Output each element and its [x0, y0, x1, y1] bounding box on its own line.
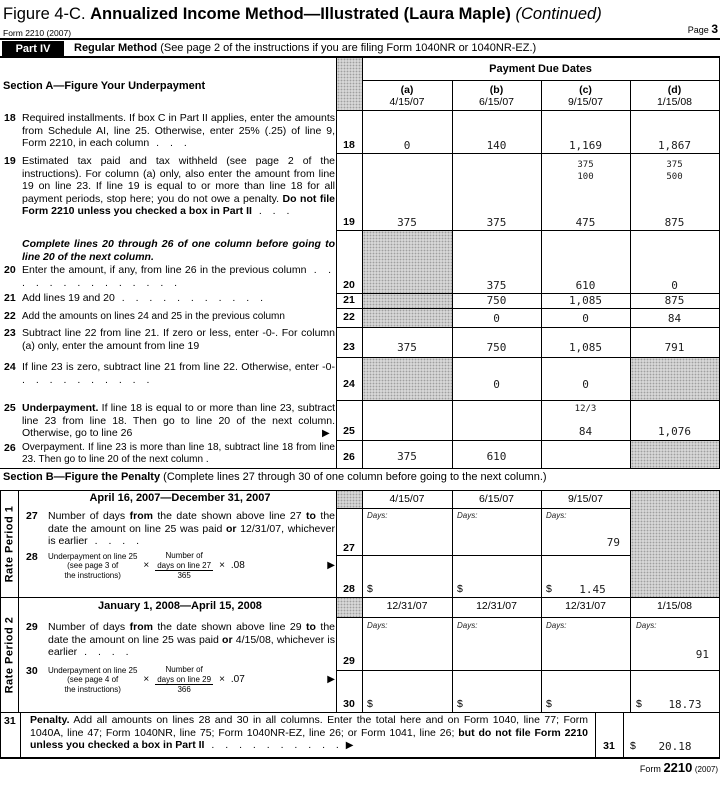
line-24-text: If line 23 is zero, subtract line 21 from line 22. Otherwise, enter -0-	[22, 361, 335, 373]
grid-line	[20, 712, 21, 758]
grid-line	[0, 712, 1, 758]
cell-19c-value: 475	[575, 216, 596, 229]
cell-22c-value: 0	[582, 312, 589, 325]
rate-period-1-label: Rate Period 1	[3, 505, 15, 582]
line-18-text: Required installments. If box C in Part II applies, enter the amounts from Schedule AI, line 25. Otherwise, enter 25% (.25) of line 9, Form 2210, in each column	[22, 112, 335, 150]
rate-value: .07	[230, 674, 245, 686]
line-21-description	[22, 292, 335, 305]
line-31-number: 31	[4, 715, 16, 727]
cell-26a-value: 375	[397, 450, 417, 463]
line-23-number: 23	[4, 327, 16, 339]
days-label: Days:	[457, 621, 478, 630]
days-label: Days:	[367, 621, 388, 630]
dot-leader: . . . . . . . . . . .	[114, 292, 268, 304]
cell-19b-value: 375	[486, 216, 507, 229]
grid-line	[0, 38, 720, 40]
days-label: Days:	[546, 511, 567, 520]
grid-line	[336, 490, 337, 712]
grid-line	[0, 468, 720, 469]
grid-line-number-27: 27	[343, 542, 355, 554]
cell-18c-value: 1,169	[568, 139, 603, 152]
grid-line	[336, 555, 630, 556]
grid-line	[336, 110, 720, 111]
page-indicator	[640, 23, 718, 37]
line-28-number: 28	[26, 551, 38, 563]
grid-line	[336, 440, 720, 441]
grid-line	[336, 508, 630, 509]
days-label: Days:	[457, 511, 478, 520]
grid-line-number-31: 31	[603, 740, 615, 752]
line-25-description	[22, 402, 335, 440]
grid-line	[336, 230, 720, 231]
p2-date-c: 12/31/07	[565, 600, 606, 612]
line-29-number: 29	[26, 621, 38, 633]
grid-line	[0, 490, 720, 491]
part-iv-heading	[74, 42, 536, 55]
col-c-date: 9/15/07	[567, 96, 604, 108]
line-26-description: Overpayment. If line 23 is more than line 18, subtract line 18 from line 23. Then go to line 20 of the next column .	[22, 442, 335, 465]
page-number: 3	[711, 22, 718, 36]
line-24-description	[22, 361, 335, 386]
line-19-description	[22, 155, 335, 218]
cell-30d-value: 18.73	[668, 698, 702, 711]
cell-22d-value: 84	[667, 312, 682, 325]
line-18-number: 18	[4, 112, 16, 124]
underpayment-stack: Underpayment on line 25 (see page 4 of the instructions)	[48, 665, 138, 694]
p2-date-d: 1/15/08	[656, 600, 693, 612]
dot-leader: . . . .	[77, 646, 133, 659]
p1-date-a: 4/15/07	[389, 493, 425, 505]
cell-20d-value: 0	[671, 279, 678, 292]
figure-label: Figure 4-C.	[3, 5, 86, 23]
grid-line-number-29: 29	[343, 655, 355, 667]
line-23-description: Subtract line 22 from line 21. If zero or less, enter -0-. For column (a) only, enter the amount from line 19	[22, 327, 335, 352]
line-18-description	[22, 112, 335, 150]
dot-leader: . . . .	[87, 535, 144, 548]
days-fraction: Number of days on line 27 365	[157, 551, 212, 580]
grid-line-number-23: 23	[343, 341, 355, 353]
line-19-number: 19	[4, 155, 16, 167]
right-arrow-icon: ▶	[327, 560, 335, 572]
form-id: Form 2210 (2007)	[3, 28, 72, 38]
shaded-cell	[363, 358, 452, 400]
grid-line	[0, 757, 720, 759]
payment-due-dates-label: Payment Due Dates	[489, 63, 592, 75]
cell-21b-value: 750	[486, 294, 507, 307]
cell-23a-value: 375	[397, 341, 417, 354]
cell-27c-value: 79	[606, 536, 620, 549]
days-label: Days:	[546, 621, 567, 630]
multiply-icon: ×	[219, 560, 225, 572]
grid-line	[336, 357, 720, 358]
p2-date-a: 12/31/07	[386, 600, 428, 612]
grid-line	[623, 712, 624, 758]
dollar-sign: $	[367, 583, 373, 595]
grid-line-number-20: 20	[343, 279, 355, 291]
underpayment-stack: Underpayment on line 25 (see page 3 of the instructions)	[48, 551, 138, 580]
period-1-date-range: April 16, 2007—December 31, 2007	[89, 492, 271, 504]
cell-19c-note1: 375	[577, 160, 594, 170]
col-d-date: 1/15/08	[656, 96, 693, 108]
dot-leader: . . . . . . . . . .	[204, 739, 343, 752]
grid-line-number-24: 24	[343, 378, 355, 390]
dollar-sign: $	[457, 583, 463, 595]
cell-29d-value: 91	[695, 648, 709, 661]
cell-21c-value: 1,085	[568, 294, 603, 307]
cell-19c-note2: 100	[577, 172, 594, 182]
col-a-date: 4/15/07	[389, 96, 425, 108]
grid-line	[362, 57, 363, 468]
cell-31-value: 20.18	[658, 740, 692, 753]
line-30-number: 30	[26, 665, 38, 677]
grid-line-number-28: 28	[343, 583, 355, 595]
line-20-description	[22, 264, 335, 289]
cell-20b-value: 375	[486, 279, 507, 292]
footer-form-id	[560, 762, 718, 777]
shaded-cell	[631, 358, 719, 400]
cell-23b-value: 750	[486, 341, 507, 354]
grid-line-number-25: 25	[343, 425, 355, 437]
grid-line	[336, 153, 720, 154]
grid-line	[336, 327, 720, 328]
grid-line	[336, 400, 720, 401]
line-24-number: 24	[4, 361, 16, 373]
grid-line-number-30: 30	[343, 698, 355, 710]
cell-19d-note1: 375	[666, 160, 683, 170]
line-25-text: If line 18 is equal to or more than line 23, subtract line 23 from line 18. Then go to line 20 of the next column. Otherwise, go to line 26	[22, 402, 335, 440]
col-c-letter: (c)	[579, 84, 592, 96]
cell-21d-value: 875	[664, 294, 685, 307]
line-21-text: Add lines 19 and 20	[22, 292, 115, 304]
continued-label: (Continued)	[515, 5, 602, 23]
dollar-sign: $	[367, 698, 373, 710]
column-header-b	[453, 84, 540, 108]
days-label: Days:	[636, 621, 657, 630]
cell-23c-value: 1,085	[568, 341, 603, 354]
p2-date-b: 12/31/07	[476, 600, 517, 612]
section-a-title: Section A—Figure Your Underpayment	[3, 80, 206, 92]
grid-line	[0, 712, 720, 713]
part-iv-subtitle: (See page 2 of the instructions if you are filing Form 1040NR or 1040NR-EZ.)	[160, 42, 537, 54]
grid-line	[336, 670, 720, 671]
period-2-date-range: January 1, 2008—April 15, 2008	[98, 600, 262, 612]
grid-line	[336, 308, 720, 309]
rate-period-2-label: Rate Period 2	[3, 616, 15, 693]
cell-23d-value: 791	[664, 341, 685, 354]
shaded-cell	[337, 490, 362, 508]
grid-line-number-21: 21	[343, 294, 355, 306]
line-20-number: 20	[4, 264, 16, 276]
grid-line-number-26: 26	[343, 451, 355, 463]
grid-line	[336, 57, 337, 468]
dollar-sign: $	[546, 583, 552, 595]
grid-line	[719, 712, 720, 758]
grid-line	[18, 490, 19, 712]
grid-line-number-18: 18	[343, 139, 355, 151]
column-header-d	[631, 84, 718, 108]
line-20-text: Enter the amount, if any, from line 26 in the previous column	[22, 264, 307, 276]
dot-leader: . . . . . . . . . . . . . .	[22, 264, 335, 289]
grid-line-number-22: 22	[343, 311, 355, 323]
multiply-icon: ×	[143, 560, 150, 572]
rate-value: .08	[230, 560, 245, 572]
line-29-description: Number of days from the date shown above line 29 to the date the amount on line 25 was paid or 4/15/08, whichever is earlier . . . .	[48, 621, 336, 659]
grid-line	[336, 617, 720, 618]
complete-lines-note: Complete lines 20 through 26 of one column before going to line 20 of the next column.	[22, 238, 335, 263]
line-25-number: 25	[4, 402, 16, 414]
multiply-icon: ×	[219, 674, 225, 686]
right-arrow-icon: ▶	[345, 740, 354, 752]
footer-form-label: Form	[639, 764, 661, 774]
cell-19d-note2: 500	[666, 172, 683, 182]
cell-25d-value: 1,076	[657, 425, 692, 438]
page-title	[3, 4, 602, 24]
cell-24c-value: 0	[582, 378, 589, 391]
page-label: Page	[687, 25, 709, 35]
line-19-text: Estimated tax paid and tax withheld (see page 2 of the instructions). For column (a) only, also enter the amount from line 19 on line 23. If line 19 is equal to or more than line 18 for all payment periods, stop here; you do not owe a penalty.	[22, 155, 335, 205]
cell-26b-value: 610	[486, 450, 507, 463]
right-arrow-icon: ▶	[322, 428, 330, 439]
cell-18a-value: 0	[403, 139, 411, 152]
part-iv-title: Regular Method	[74, 42, 158, 54]
dot-leader: . . .	[251, 205, 294, 218]
shaded-cell	[337, 597, 362, 617]
days-label: Days:	[367, 511, 388, 520]
cell-18d-value: 1,867	[657, 139, 692, 152]
col-a-letter: (a)	[400, 84, 414, 96]
col-b-date: 6/15/07	[478, 96, 515, 108]
line-27-description: Number of days from the date shown above line 27 to the date the amount on line 25 was paid or 12/31/07, whichever is earlier . . . .	[48, 510, 336, 548]
p1-date-b: 6/15/07	[478, 493, 515, 505]
figure-title: Annualized Income Method—Illustrated (Laura Maple)	[90, 5, 511, 23]
grid-line-number-19: 19	[343, 216, 355, 228]
line-30-formula	[48, 665, 335, 695]
col-b-letter: (b)	[489, 84, 504, 96]
p1-date-c: 9/15/07	[567, 493, 604, 505]
column-header-a	[363, 84, 451, 108]
grid-line	[362, 80, 720, 81]
line-21-number: 21	[4, 292, 16, 304]
days-fraction: Number of days on line 29 366	[157, 665, 212, 694]
cell-20c-value: 610	[575, 279, 596, 292]
line-27-number: 27	[26, 510, 38, 522]
line-19-bold-text: Do not file Form 2210 unless you checked a box in Part II	[22, 192, 336, 218]
dot-leader: . . . . . . . . . .	[22, 373, 154, 386]
cell-24b-value: 0	[493, 378, 500, 391]
shaded-cell	[631, 441, 719, 468]
cell-18b-value: 140	[486, 139, 507, 152]
cell-25c-date-note: 12/3	[574, 404, 597, 414]
part-iv-badge: Part IV	[2, 41, 64, 57]
footer-form-year: (2007)	[694, 765, 718, 774]
cell-22b-value: 0	[493, 312, 500, 325]
cell-19d-value: 875	[664, 216, 685, 229]
shaded-cell	[631, 490, 719, 597]
shaded-cell	[337, 58, 362, 110]
dollar-sign: $	[546, 698, 552, 710]
multiply-icon: ×	[143, 674, 150, 686]
section-b-title-bold: Section B—Figure the Penalty	[3, 471, 161, 483]
cell-25c-value: 84	[578, 425, 593, 438]
grid-line	[719, 490, 720, 712]
line-31-description: Penalty. Add all amounts on lines 28 and 30 in all columns. Enter the total here and on Form 1040, line 77; Form 1040A, line 47; Form 1040NR, line 75; Form 1040NR-EZ, line 26; or Form 1041, line 26; but do not file Form 2210 unless you checked a box in Part II . . . . . . . . . . ▶	[30, 714, 588, 752]
line-28-formula	[48, 551, 335, 581]
cell-19a-value: 375	[397, 216, 417, 229]
section-b-subtitle: (Complete lines 27 through 30 of one column before going to the next column.)	[163, 471, 547, 483]
underpayment-label: Underpayment.	[22, 402, 99, 414]
right-arrow-icon: ▶	[327, 674, 335, 686]
grid-line	[0, 597, 720, 598]
col-d-letter: (d)	[667, 84, 682, 96]
footer-form-number: 2210	[663, 760, 693, 775]
line-26-number: 26	[4, 442, 16, 454]
line-22-number: 22	[4, 310, 16, 322]
line-22-description: Add the amounts on lines 24 and 25 in the previous column	[22, 311, 285, 322]
cell-28c-value: 1.45	[579, 583, 606, 596]
dot-leader: . . .	[149, 137, 191, 150]
dollar-sign: $	[457, 698, 463, 710]
column-header-c	[542, 84, 629, 108]
dollar-sign: $	[630, 740, 636, 752]
dollar-sign: $	[636, 698, 642, 710]
grid-line	[719, 57, 720, 468]
shaded-cell	[363, 231, 452, 327]
penalty-label: Penalty.	[30, 714, 70, 726]
section-b-title	[3, 471, 718, 484]
